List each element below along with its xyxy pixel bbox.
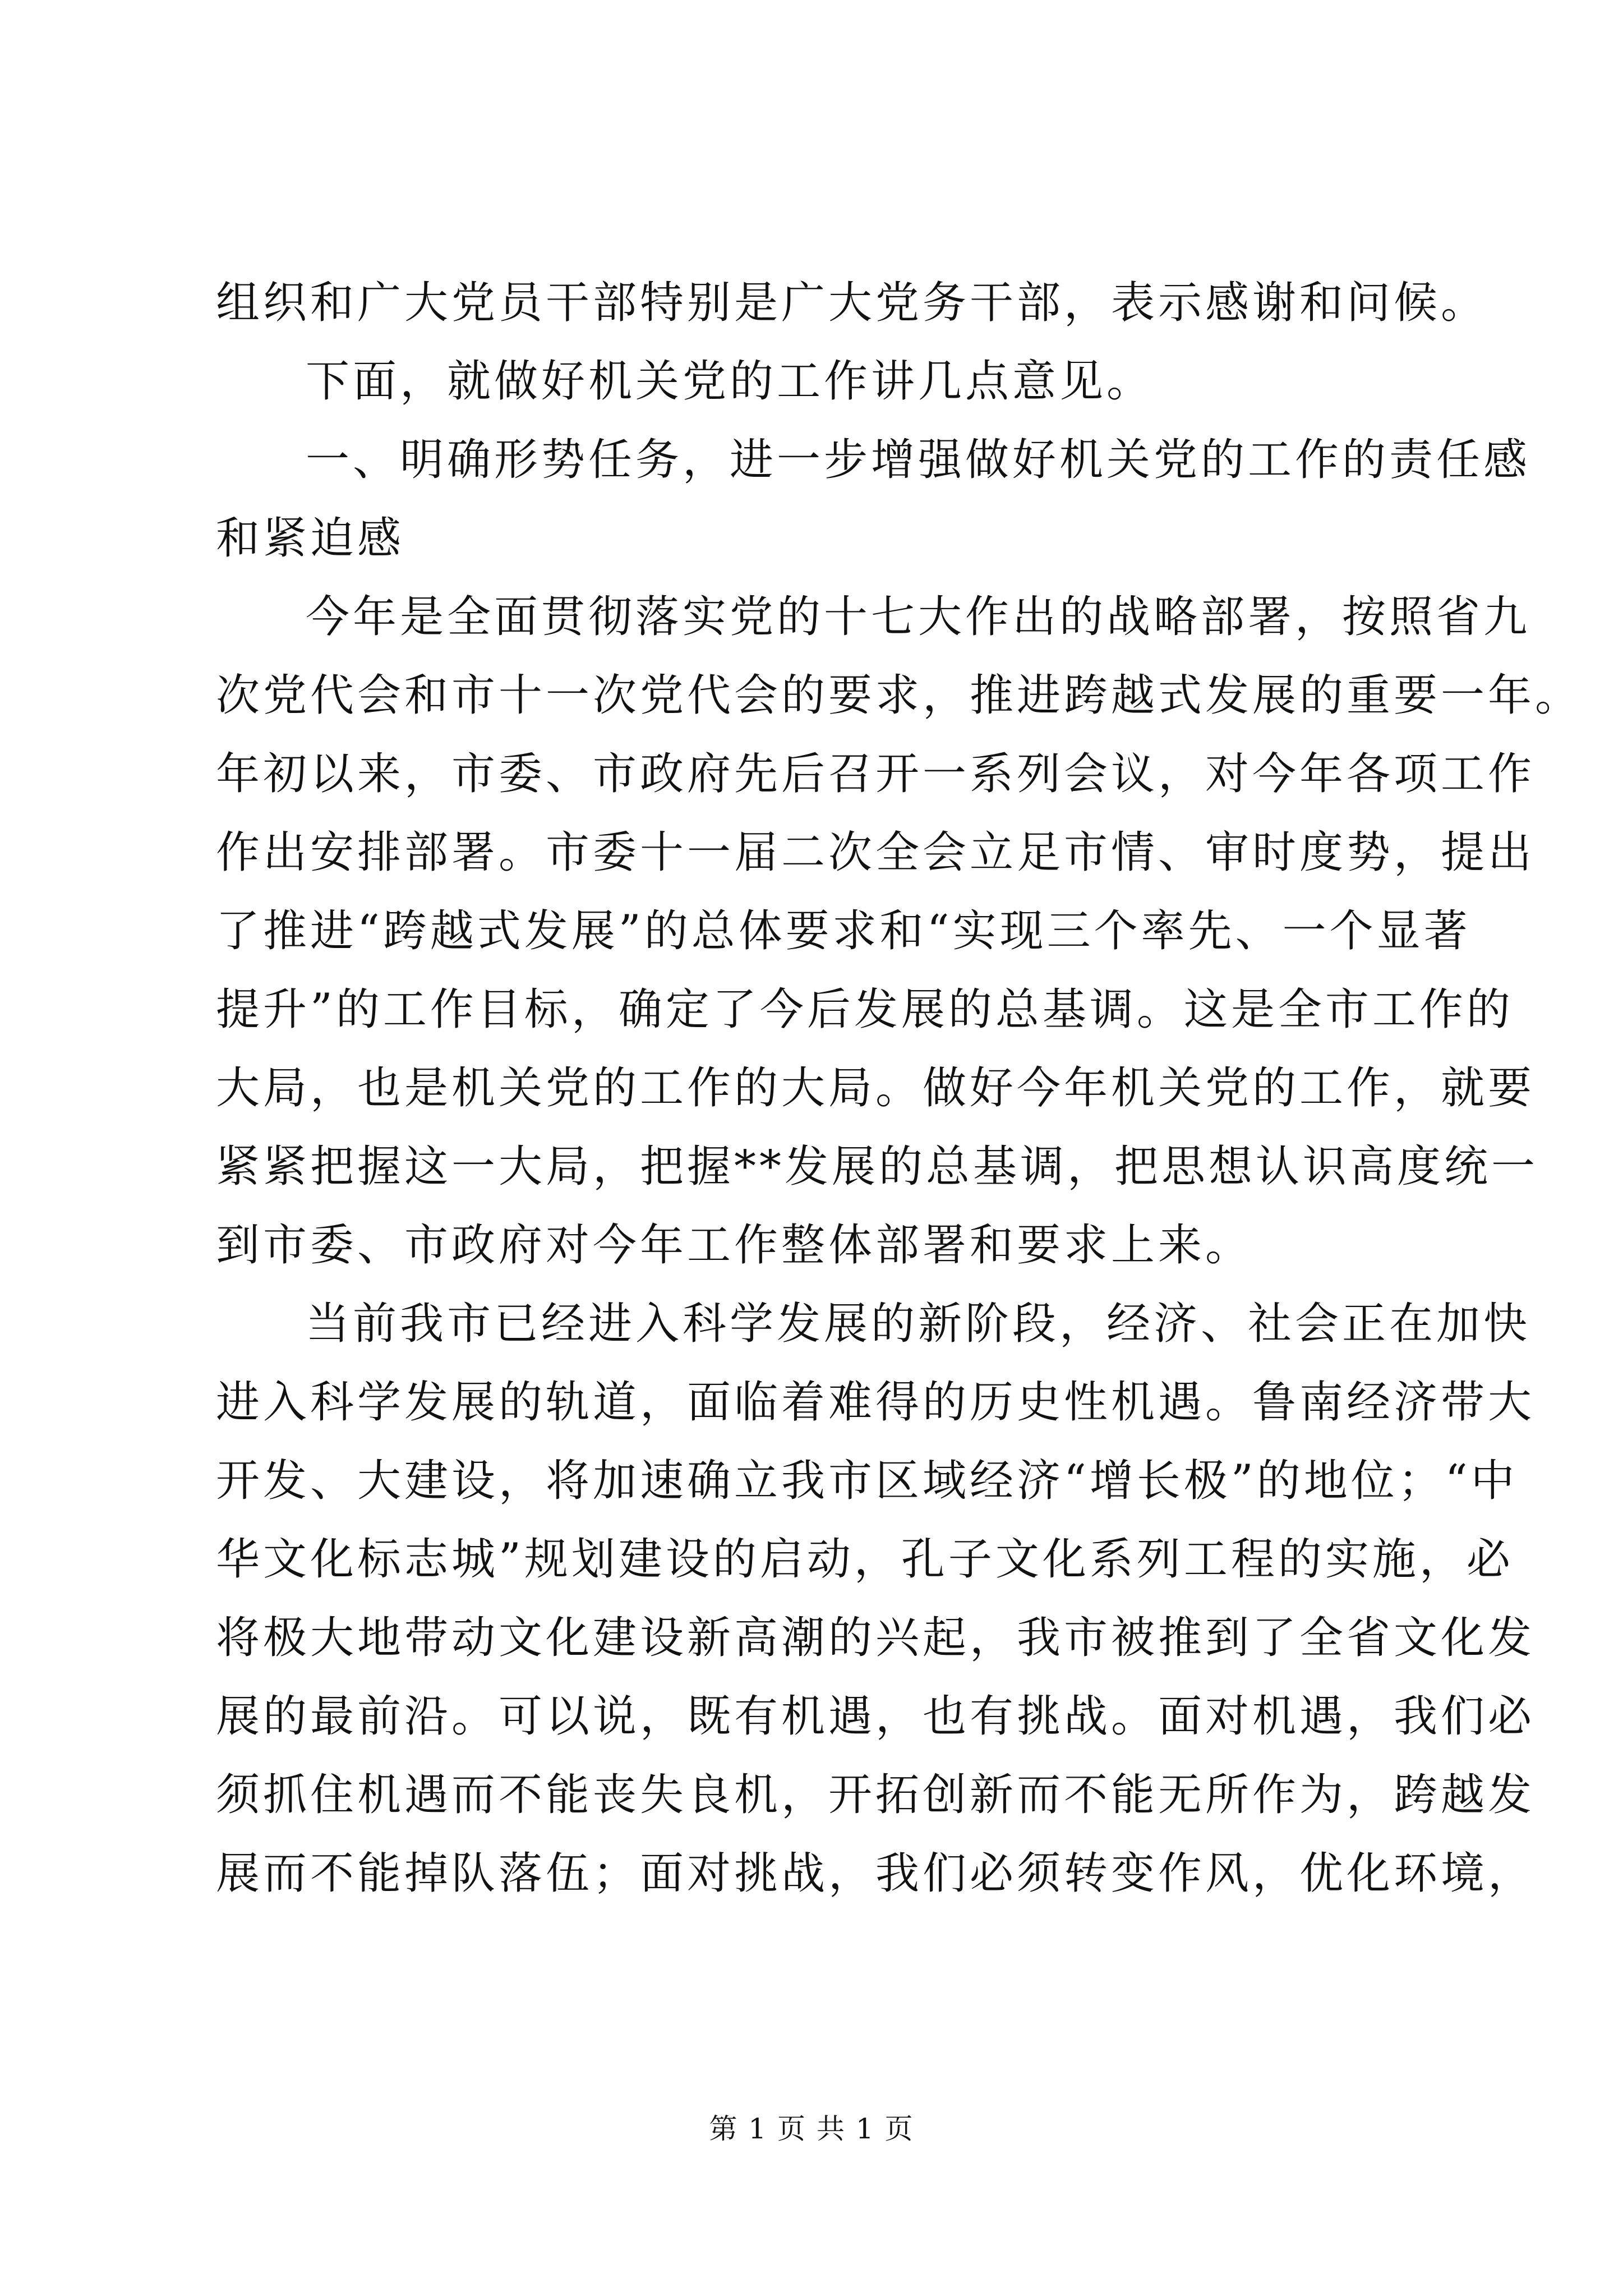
section-heading-line: 一、明确形势任务，进一步增强做好机关党的工作的责任感	[306, 435, 1531, 485]
text-line: 展而不能掉队落伍；面对挑战，我们必须转变作风，优化环境，	[216, 1848, 1536, 1899]
text-line: 次党代会和市十一次党代会的要求，推进跨越式发展的重要一年。	[216, 670, 1583, 721]
text-line: 到市委、市政府对今年工作整体部署和要求上来。	[216, 1220, 1253, 1271]
text-line: 须抓住机遇而不能丧失良机，开拓创新而不能无所作为，跨越发	[216, 1770, 1536, 1820]
text-line: 了推进“跨越式发展”的总体要求和“实现三个率先、一个显著	[216, 906, 1471, 956]
text-line: 展的最前沿。可以说，既有机遇，也有挑战。面对机遇，我们必	[216, 1691, 1536, 1742]
text-line: 将极大地带动文化建设新高潮的兴起，我市被推到了全省文化发	[216, 1613, 1536, 1663]
text-line: 开发、大建设，将加速确立我市区域经济“增长极”的地位；“中	[216, 1456, 1518, 1506]
text-line: 提升”的工作目标，确定了今后发展的总基调。这是全市工作的	[216, 984, 1514, 1035]
text-line: 当前我市已经进入科学发展的新阶段，经济、社会正在加快	[306, 1299, 1531, 1349]
section-heading-line: 和紧迫感	[216, 513, 405, 564]
text-line: 作出安排部署。市委十一届二次全会立足市情、审时度势，提出	[216, 827, 1536, 878]
text-line: 年初以来，市委、市政府先后召开一系列会议，对今年各项工作	[216, 749, 1536, 799]
text-line: 大局，也是机关党的工作的大局。做好今年机关党的工作，就要	[216, 1063, 1536, 1114]
page-number-footer: 第 1 页 共 1 页	[709, 2113, 914, 2145]
text-line: 今年是全面贯彻落实党的十七大作出的战略部署，按照省九	[306, 592, 1531, 642]
document-body	[216, 264, 1583, 1913]
text-line: 华文化标志城”规划建设的启动，孔子文化系列工程的实施，必	[216, 1534, 1514, 1585]
text-line: 下面，就做好机关党的工作讲几点意见。	[306, 356, 1154, 407]
text-line: 紧紧把握这一大局，把握**发展的总基调，把思想认识高度统一	[216, 1142, 1539, 1192]
text-line: 组织和广大党员干部特别是广大党务干部，表示感谢和问候。	[216, 278, 1488, 328]
text-line: 进入科学发展的轨道，面临着难得的历史性机遇。鲁南经济带大	[216, 1377, 1536, 1428]
